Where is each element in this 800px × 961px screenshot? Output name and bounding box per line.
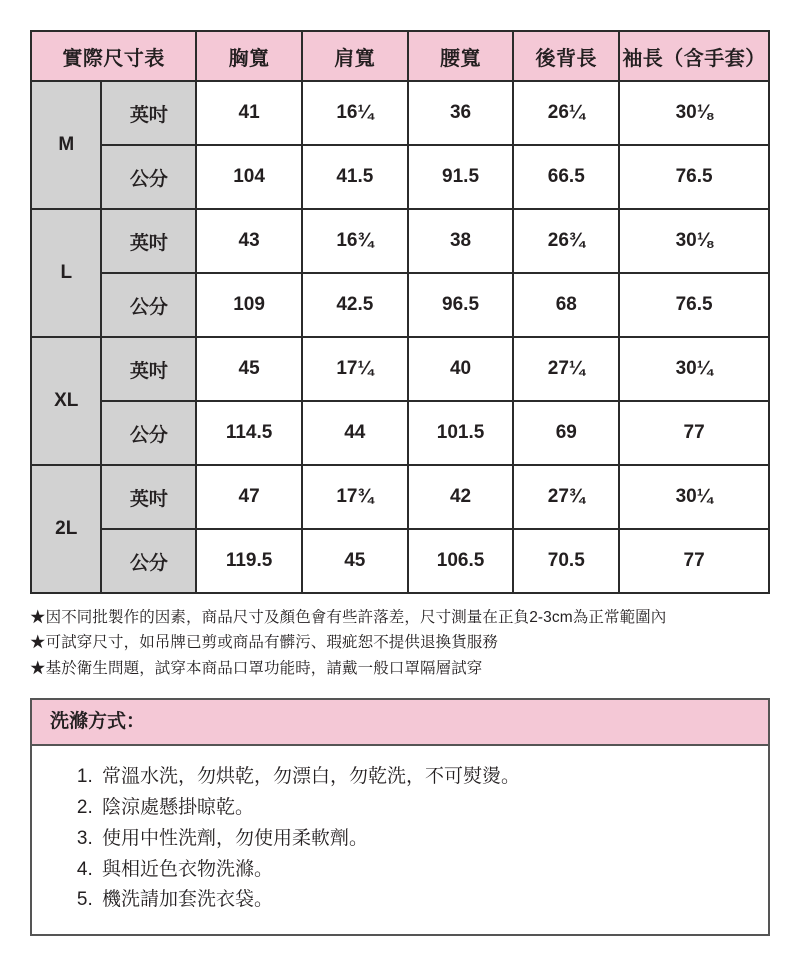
cell-value: 76.5 <box>619 145 769 209</box>
table-header-row <box>31 31 769 81</box>
note-item: ★基於衛生問題，試穿本商品口罩功能時，請戴一般口罩隔層試穿 <box>30 659 483 677</box>
cell-value: 36 <box>408 81 514 145</box>
header-waist: 腰寬 <box>408 31 514 81</box>
cell-value: 41 <box>196 81 302 145</box>
cell-value: 47 <box>196 465 302 529</box>
cell-value: 77 <box>619 401 769 465</box>
cell-value: 16¾ <box>302 209 408 273</box>
cell-value: 101.5 <box>408 401 514 465</box>
cell-value: 38 <box>408 209 514 273</box>
list-item: 4. 與相近色衣物洗滌。 <box>98 855 750 886</box>
list-item: 2. 陰涼處懸掛晾乾。 <box>98 793 750 824</box>
note-item: ★可試穿尺寸，如吊牌已剪或商品有髒污、瑕疵恕不提供退換貨服務 <box>30 634 499 652</box>
size-table <box>30 30 770 594</box>
cell-value: 27¾ <box>513 465 619 529</box>
unit-label: 英吋 <box>101 465 196 529</box>
notes-section <box>30 607 770 680</box>
cell-value: 42.5 <box>302 273 408 337</box>
cell-value: 30¼ <box>619 465 769 529</box>
table-row <box>31 273 769 337</box>
cell-value: 114.5 <box>196 401 302 465</box>
cell-value: 104 <box>196 145 302 209</box>
header-shoulder: 肩寬 <box>302 31 408 81</box>
cell-value: 77 <box>619 529 769 593</box>
table-row <box>31 337 769 401</box>
cell-value: 96.5 <box>408 273 514 337</box>
cell-value: 68 <box>513 273 619 337</box>
cell-value: 42 <box>408 465 514 529</box>
table-row <box>31 401 769 465</box>
unit-label: 英吋 <box>101 337 196 401</box>
list-item: 1. 常溫水洗，勿烘乾，勿漂白，勿乾洗，不可熨燙。 <box>98 762 750 793</box>
cell-value: 44 <box>302 401 408 465</box>
unit-label: 英吋 <box>101 81 196 145</box>
cell-value: 66.5 <box>513 145 619 209</box>
wash-instructions-box <box>30 698 770 936</box>
header-back-length: 後背長 <box>513 31 619 81</box>
cell-value: 26¼ <box>513 81 619 145</box>
table-row <box>31 209 769 273</box>
cell-value: 17¾ <box>302 465 408 529</box>
cell-value: 41.5 <box>302 145 408 209</box>
size-table-head <box>31 31 769 81</box>
cell-value: 26¾ <box>513 209 619 273</box>
cell-value: 106.5 <box>408 529 514 593</box>
unit-label: 英吋 <box>101 209 196 273</box>
cell-value: 30⅛ <box>619 209 769 273</box>
cell-value: 27¼ <box>513 337 619 401</box>
unit-label: 公分 <box>101 401 196 465</box>
header-sleeve-length: 袖長（含手套） <box>619 31 769 81</box>
unit-label: 公分 <box>101 145 196 209</box>
size-label-l: L <box>31 209 101 337</box>
header-chest: 胸寬 <box>196 31 302 81</box>
cell-value: 109 <box>196 273 302 337</box>
header-title: 實際尺寸表 <box>31 31 196 81</box>
note-item: ★因不同批製作的因素，商品尺寸及顏色會有些許落差，尺寸測量在正負2-3cm為正常範圍內 <box>30 609 667 626</box>
list-item: 5. 機洗請加套洗衣袋。 <box>98 885 750 916</box>
wash-instructions-body <box>32 746 768 934</box>
cell-value: 43 <box>196 209 302 273</box>
cell-value: 17¼ <box>302 337 408 401</box>
cell-value: 91.5 <box>408 145 514 209</box>
size-label-m: M <box>31 81 101 209</box>
cell-value: 30¼ <box>619 337 769 401</box>
table-row <box>31 81 769 145</box>
cell-value: 40 <box>408 337 514 401</box>
wash-instructions-list <box>50 762 750 916</box>
cell-value: 119.5 <box>196 529 302 593</box>
table-row <box>31 145 769 209</box>
cell-value: 76.5 <box>619 273 769 337</box>
wash-instructions-title: 洗滌方式： <box>32 700 768 746</box>
unit-label: 公分 <box>101 273 196 337</box>
cell-value: 70.5 <box>513 529 619 593</box>
cell-value: 16¼ <box>302 81 408 145</box>
table-row <box>31 529 769 593</box>
cell-value: 45 <box>302 529 408 593</box>
cell-value: 69 <box>513 401 619 465</box>
cell-value: 30⅛ <box>619 81 769 145</box>
size-label-2l: 2L <box>31 465 101 593</box>
size-table-body <box>31 81 769 593</box>
size-label-xl: XL <box>31 337 101 465</box>
list-item: 3. 使用中性洗劑，勿使用柔軟劑。 <box>98 824 750 855</box>
unit-label: 公分 <box>101 529 196 593</box>
cell-value: 45 <box>196 337 302 401</box>
table-row <box>31 465 769 529</box>
